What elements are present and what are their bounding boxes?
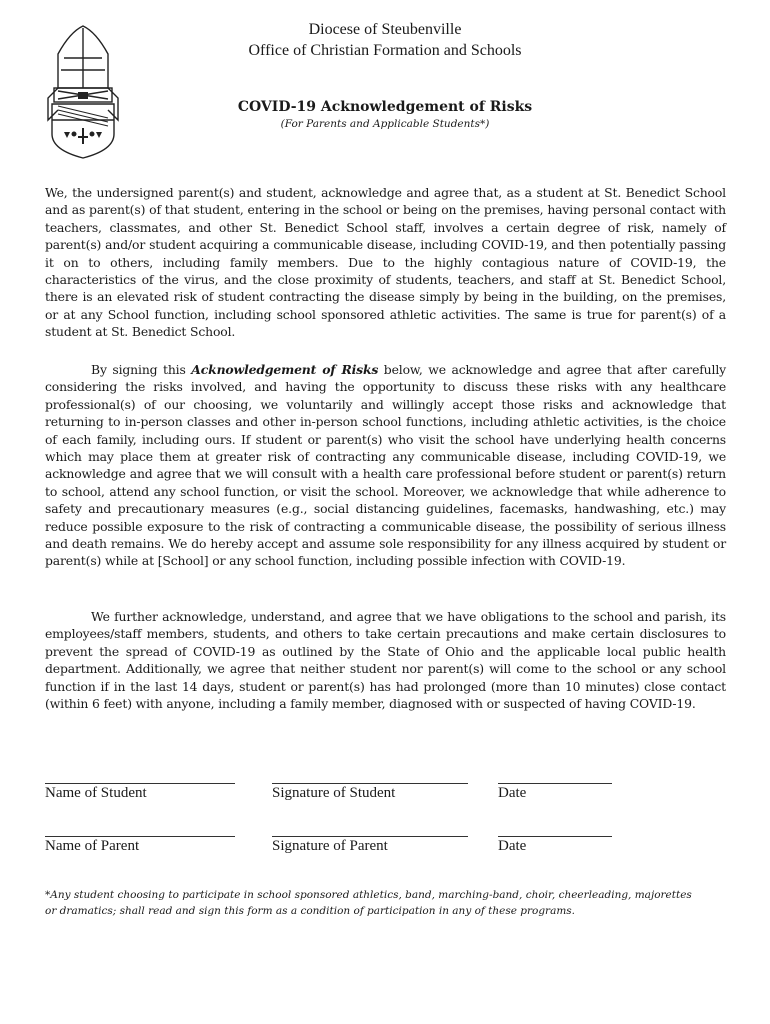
paragraph-3: We further acknowledge, understand, and agree that we have obligations to the school and parish, its employees/staff members, students, and others to take certain precautions and make certain disclosures to prevent the spread of COVID-19 as outlined by the State of Ohio and the applicable local public health department. Additionally, we agree that neither student nor parent(s) will come to the school or any school function if in the last 14 days, student or parent(s) has had prolonged (more than 10 minutes) close contact (within 6 feet) with anyone, including a family member, diagnosed with or suspected of having COVID-19.	[45, 609, 726, 712]
paragraph-2-rest: below, we acknowledge and agree that after carefully considering the risks involved, and having the opportunity to discuss these risks with any healthcare professional(s) of our choosing, we voluntarily and willingly accept those risks and acknowledge that returning to in-person classes and other in-person school functions, including athletic activities, is the choice of each family, including ours. If student or parent(s) who visit the school have underlying health concerns which may place them at greater risk of contracting any communicable disease, including COVID-19, we acknowledge and agree that we will consult with a health care professional before student or parent(s) return to school, attend any school function, or visit the school. Moreover, we acknowledge that while adherence to safety and precautionary measures (e.g., social distancing guidelines, facemasks, handwashing, etc.) may reduce possible exposure to the risk of contracting a communicable disease, the possibility of serious illness and death remains. We do hereby accept and assume sole responsibility for any illness acquired by student or parent(s) while at [School] or any school function, including possible infection with COVID-19.	[45, 362, 726, 569]
paragraph-2	[45, 361, 726, 570]
diocese-crest-logo	[44, 24, 122, 160]
footnote: *Any student choosing to participate in school sponsored athletics, band, marching-band, choir, cheerleading, majorettes or dramatics; shall read and sign this form as a condition of participation in any of these programs.	[45, 889, 692, 917]
student-signature-line[interactable]	[272, 783, 468, 784]
signature-of-parent-label: Signature of Parent	[272, 838, 388, 854]
parent-date-line[interactable]	[498, 836, 612, 837]
paragraph-1: We, the undersigned parent(s) and student, acknowledge and agree that, as a student at St. Benedict School and as parent(s) of that student, entering in the school or being on the premises, having personal contact with teachers, classmates, and other St. Benedict School staff, involves a certain degree of risk, namely of parent(s) and/or student acquiring a communicable disease, including COVID-19, and then potentially passing it on to others, including family members. Due to the highly contagious nature of COVID-19, the characteristics of the virus, and the close proximity of students, teachers, and staff at St. Benedict School, there is an elevated risk of student contracting the disease simply by being in the building, on the premises, or at any School function, including school sponsored athletic activities. The same is true for parent(s) of a student at St. Benedict School.	[45, 185, 726, 340]
document-subtitle: (For Parents and Applicable Students*)	[280, 118, 490, 130]
parent-signature-line[interactable]	[272, 836, 468, 837]
document-title: COVID-19 Acknowledgement of Risks	[237, 99, 533, 115]
parent-name-line[interactable]	[45, 836, 235, 837]
diocese-name: Diocese of Steubenville	[308, 21, 462, 38]
student-date-line[interactable]	[498, 783, 612, 784]
paragraph-2-lead: By signing this	[91, 362, 192, 377]
name-of-parent-label: Name of Parent	[45, 838, 140, 854]
signature-of-student-label: Signature of Student	[272, 785, 396, 801]
office-name: Office of Christian Formation and Schools	[248, 42, 522, 59]
student-name-line[interactable]	[45, 783, 235, 784]
name-of-student-label: Name of Student	[45, 785, 147, 801]
date-label-student: Date	[498, 785, 527, 801]
paragraph-2-emphasis: Acknowledgement of Risks	[191, 362, 379, 377]
date-label-parent: Date	[498, 838, 527, 854]
